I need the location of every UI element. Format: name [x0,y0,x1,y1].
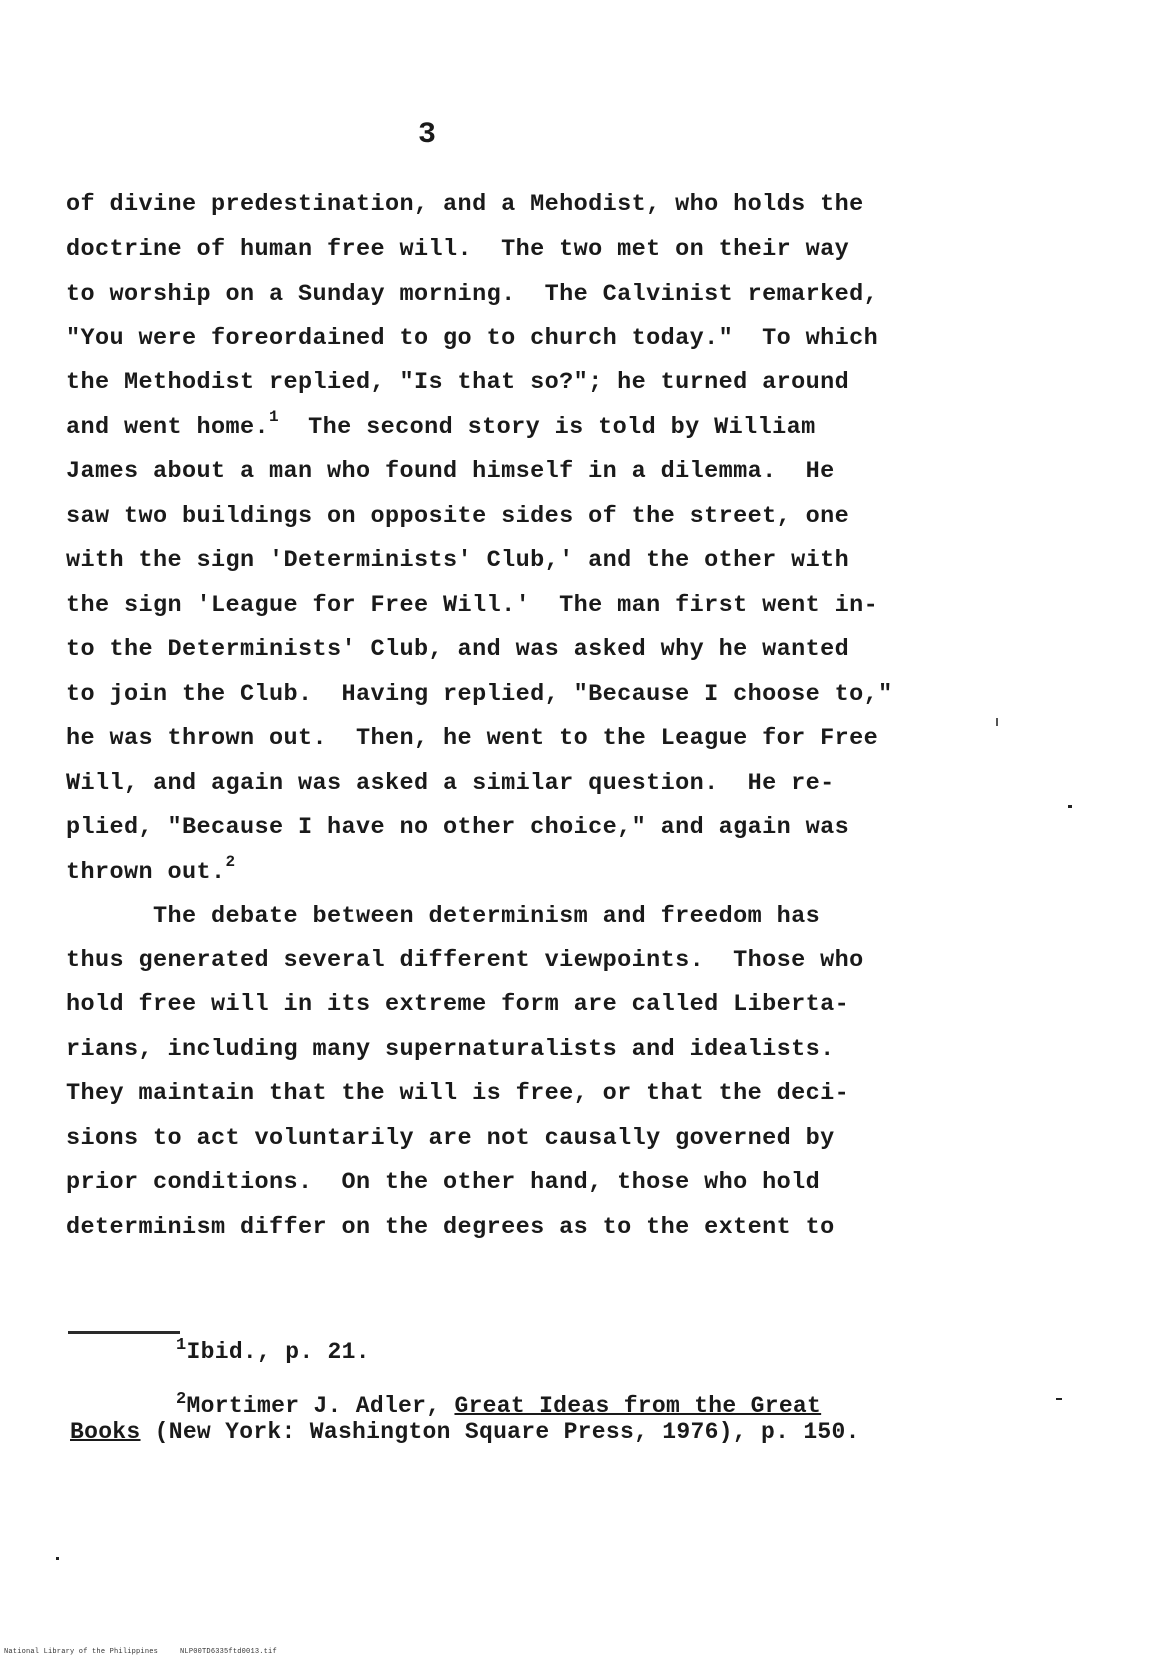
scan-speck [996,718,998,726]
body-line-with-footnote [66,408,906,444]
footnote-mark: 2 [225,853,236,871]
body-line: of divine predestination, and a Mehodist, who holds the [66,191,864,218]
body-line: he was thrown out. Then, he went to the League for Free [66,725,879,752]
body-line: hold free will in its extreme form are called Liberta- [66,991,850,1018]
body-text: and went home. [66,414,270,441]
scan-speck [1056,1398,1062,1400]
footnote-author: Mortimer J. Adler, [186,1393,455,1419]
body-line: They maintain that the will is free, or that the deci- [66,1080,850,1107]
footnote-text: Ibid., p. 21. [186,1339,370,1365]
body-line: to worship on a Sunday morning. The Calvinist remarked, [66,281,879,308]
scan-speck [1068,805,1072,808]
footnote-number: 1 [176,1336,187,1355]
body-text: thrown out. [66,859,226,886]
body-line: the sign 'League for Free Will.' The man first went in- [66,592,879,619]
body-line: sions to act voluntarily are not causally governed by [66,1125,835,1152]
body-line: The debate between determinism and freedom has [66,903,821,930]
footnote-separator [68,1331,180,1334]
body-line: James about a man who found himself in a dilemma. He [66,458,835,485]
footnote-mark: 1 [269,408,280,426]
body-line: saw two buildings on opposite sides of the street, one [66,503,850,530]
footnote-2-line-2 [70,1418,860,1446]
scan-speck [56,1557,59,1560]
body-line: to join the Club. Having replied, "Because I choose to," [66,681,893,708]
footnote-citation: (New York: Washington Square Press, 1976), p. 150. [140,1419,860,1445]
body-line: thus generated several different viewpoints. Those who [66,947,864,974]
body-line: Will, and again was asked a similar question. He re- [66,770,835,797]
body-line: with the sign 'Determinists' Club,' and the other with [66,547,850,574]
body-line: determinism differ on the degrees as to the extent to [66,1214,835,1241]
body-line-with-footnote [66,853,906,889]
book-title: Great Ideas from the Great [454,1393,822,1419]
book-title: Books [70,1419,141,1445]
body-line: "You were foreordained to go to church today." To which [66,325,879,352]
body-text: The second story is told by William [279,414,816,441]
body-line: the Methodist replied, "Is that so?"; he turned around [66,369,850,396]
scan-footer: National Library of the Philippines NLP00TD6335ftd0013.tif [4,1648,277,1656]
body-line: to the Determinists' Club, and was asked why he wanted [66,636,850,663]
page-number: 3 [418,118,437,152]
body-line: doctrine of human free will. The two met on their way [66,236,850,263]
body-line: plied, "Because I have no other choice," and again was [66,814,850,841]
body-line: rians, including many supernaturalists and idealists. [66,1036,835,1063]
footnote-1 [176,1338,370,1369]
body-line: prior conditions. On the other hand, those who hold [66,1169,821,1196]
footnote-number: 2 [176,1390,187,1409]
